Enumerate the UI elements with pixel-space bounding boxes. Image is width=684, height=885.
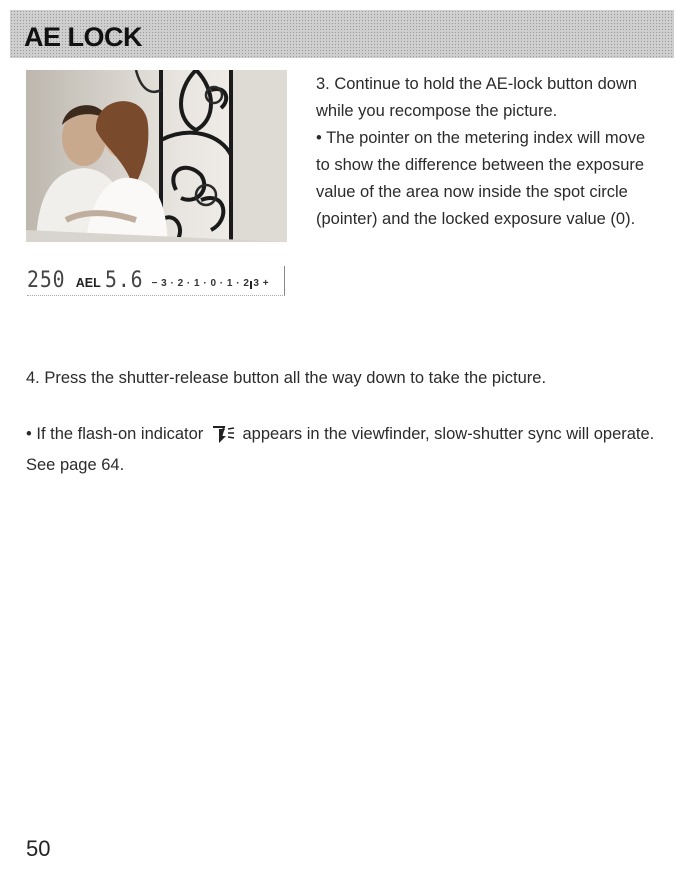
- page-number: 50: [26, 836, 51, 861]
- couple-photo-icon: [26, 70, 287, 242]
- step-3-bullet: • The pointer on the metering index will move to show the difference between the exposure value of the area now inside the spot circle (pointer) and the locked exposure value (0).: [316, 129, 646, 228]
- header-band: [10, 10, 674, 58]
- aperture-readout: 5.6: [104, 268, 144, 293]
- step-4-text: 4. Press the shutter-release button all the way down to take the picture.: [26, 369, 547, 387]
- flash-on-indicator-icon: [210, 423, 236, 452]
- page-title: AE LOCK: [24, 22, 142, 52]
- flash-note-start: • If the flash-on indicator: [26, 425, 204, 443]
- viewfinder-display: [27, 266, 285, 296]
- ael-label: AEL: [75, 276, 101, 290]
- metering-pointer-icon: [250, 281, 252, 289]
- flash-note: [26, 421, 656, 479]
- metering-index-scale-right: 3 +: [253, 278, 270, 289]
- step-3-instruction: 3. Continue to hold the AE-lock button down while you recompose the picture.: [316, 75, 638, 120]
- step-3-text: [316, 71, 656, 233]
- metering-index-scale-left: − 3 · 2 · 1 · 0 · 1 · 2: [151, 278, 250, 289]
- shutter-speed-readout: 250: [27, 268, 66, 293]
- flash-note-end: appears in the viewfinder, slow-shutter sync will operate. See page 64.: [26, 425, 655, 474]
